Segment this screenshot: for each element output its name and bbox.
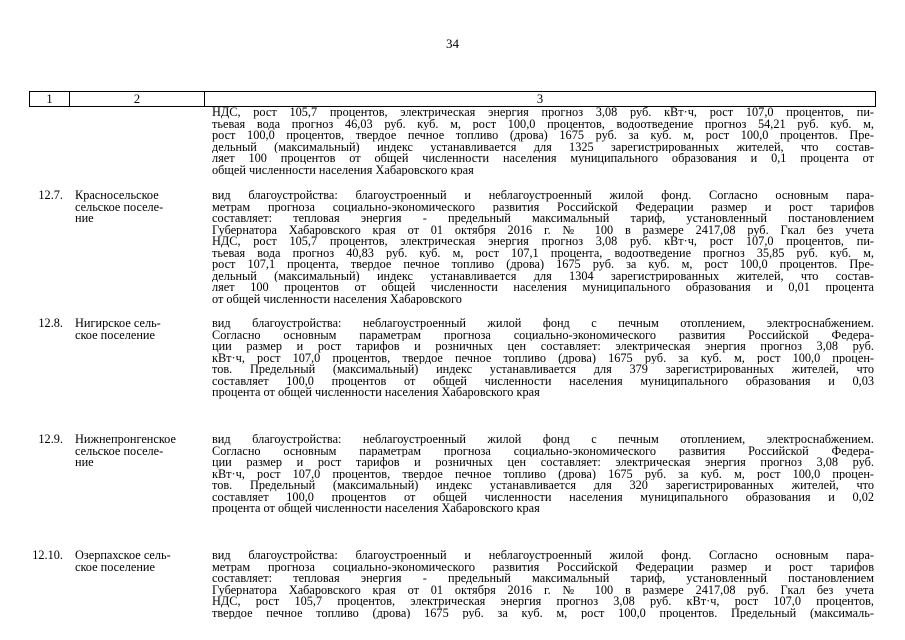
header-col-1: 1: [30, 92, 70, 106]
settlement-name: [69, 190, 204, 318]
text-line: Губернатора Хабаровского края от 01 октября 2016 г. № 100 в размере 2417,08 руб. Гкал без учета: [212, 584, 874, 596]
name-line: Нижнепронгенское: [75, 434, 176, 446]
text-line: дельный (максимальный) индекс устанавливается для 1325 зарегистрированных жителей, что состав-: [212, 141, 874, 153]
name-line: сельское поселе-: [75, 445, 164, 457]
table-header: [29, 91, 876, 107]
settlement-name: [69, 434, 204, 550]
text-line: общей численности населения Хабаровского края: [212, 164, 474, 176]
text-line: рост 107,1 процента, твердое печное топливо (дрова) 1675 руб. за куб. м, рост 100,0 процентов. Пре-: [212, 259, 874, 271]
text-line: кВт·ч, рост 107,0 процентов, твердое печное топливо (дрова) 1675 руб. за куб. м, рост 100,0 процен-: [212, 468, 874, 480]
text-line: составляет 100,0 процентов от общей численности населения муниципального образования и 0,02: [212, 491, 874, 503]
text-line: составляет: тепловая энергия - предельный максимальный тариф, установленный постановлением: [212, 213, 874, 225]
text-line: НДС, рост 105,7 процентов, электрическая энергия прогноз 3,08 руб. кВт·ч, рост 107,0 процентов, пи-: [212, 107, 874, 119]
row-text: [204, 190, 876, 318]
text-line: ляет 100 процентов от общей численности населения муниципального образования и 0,1 процента от: [212, 153, 874, 165]
settlement-name: [69, 550, 204, 640]
text-line: составляет: тепловая энергия - предельный максимальный тариф, установленный постановлением: [212, 573, 874, 585]
text-line: процента от общей численности населения Хабаровского края: [212, 387, 540, 399]
text-line: Согласно основным параметрам прогноза социально-экономического развития Российской Федера-: [212, 329, 874, 341]
text-line: тьевая вода прогноз 40,83 руб. куб. м, рост 107,1 процента, водоотведение прогноз 35,85 руб. куб. м,: [212, 247, 874, 259]
settlement-name: [69, 318, 204, 434]
header-col-2: 2: [70, 92, 205, 106]
row-text: [204, 434, 876, 550]
row-number: [29, 107, 69, 190]
table-row: [29, 550, 876, 640]
text-line: ции размер и рост тарифов и розничных цен составляет: электрическая энергия прогноз 3,08 руб.: [212, 457, 874, 469]
name-line: ское поселение: [75, 561, 155, 573]
settlement-name: [69, 107, 204, 190]
text-line: вид благоустройства: благоустроенный и неблагоустроенный жилой фонд. Согласно основным пара-: [212, 550, 874, 562]
text-line: НДС, рост 105,7 процентов, электрическая энергия прогноз 3,08 руб. кВт·ч, рост 107,0 процентов, пи-: [212, 236, 874, 248]
name-line: Красносельское: [75, 190, 159, 202]
text-line: тьевая вода прогноз 46,03 руб. куб. м, рост 100,0 процентов, водоотведение прогноз 54,21 руб. куб. м,: [212, 118, 874, 130]
name-line: ние: [75, 457, 94, 469]
text-line: НДС, рост 105,7 процентов, электрическая энергия прогноз 3,08 руб. кВт·ч, рост 107,0 процентов,: [212, 596, 874, 608]
row-number: 12.8.: [38, 316, 63, 330]
row-number: 12.10.: [32, 548, 63, 562]
table-row: [29, 190, 876, 318]
text-line: тов. Предельный (максимальный) индекс устанавливается для 320 зарегистрированных жителей, что: [212, 480, 874, 492]
text-line: кВт·ч, рост 107,0 процентов, твердое печное топливо (дрова) 1675 руб. за куб. м, рост 100,0 процен-: [212, 352, 874, 364]
row-text: [204, 318, 876, 434]
row-text: [204, 550, 876, 640]
text-line: метрам прогноза социально-экономического развития Российской Федерации размер и рост тарифов: [212, 201, 874, 213]
text-line: дельный (максимальный) индекс устанавливается для 1304 зарегистрированных жителей, что состав-: [212, 270, 874, 282]
page-number: 34: [446, 36, 459, 51]
text-line: метрам прогноза социально-экономического развития Российской Федерации размер и рост тарифов: [212, 561, 874, 573]
text-line: ции размер и рост тарифов и розничных цен составляет: электрическая энергия прогноз 3,08 руб.: [212, 341, 874, 353]
text-line: составляет 100,0 процентов от общей численности населения муниципального образования и 0,03: [212, 375, 874, 387]
table-row: [29, 434, 876, 550]
text-line: вид благоустройства: благоустроенный и неблагоустроенный жилой фонд. Согласно основным пара-: [212, 190, 874, 202]
name-line: ние: [75, 213, 94, 225]
text-line: вид благоустройства: неблагоустроенный жилой фонд с печным отоплением, электроснабжением.: [212, 434, 874, 446]
text-line: Губернатора Хабаровского края от 01 октября 2016 г. № 100 в размере 2417,08 руб. Гкал без учета: [212, 224, 874, 236]
text-line: твердое печное топливо (дрова) 1675 руб. за куб. м, рост 100,0 процентов. Предельный (максималь-: [212, 607, 874, 619]
header-col-3: 3: [536, 92, 544, 106]
table-row: [29, 107, 876, 190]
name-line: ское поселение: [75, 329, 155, 341]
text-line: рост 100,0 процентов, твердое печное топливо (дрова) 1675 руб. за куб. м, рост 100,0 процентов. Пре-: [212, 130, 874, 142]
text-line: от общей численности населения Хабаровского: [212, 293, 462, 305]
row-number: 12.9.: [38, 432, 63, 446]
text-line: процента от общей численности населения Хабаровского края: [212, 503, 540, 515]
table-body: [29, 107, 876, 640]
text-line: вид благоустройства: неблагоустроенный жилой фонд с печным отоплением, электроснабжением.: [212, 318, 874, 330]
text-line: Согласно основным параметрам прогноза социально-экономического развития Российской Федера-: [212, 445, 874, 457]
table-row: [29, 318, 876, 434]
name-line: Нигирское сель-: [75, 318, 161, 330]
row-number: 12.7.: [38, 188, 63, 202]
name-line: сельское поселе-: [75, 201, 164, 213]
name-line: Озерпахское сель-: [75, 550, 171, 562]
text-line: ляет 100 процентов от общей численности населения муниципального образования и 0,01 процента: [212, 282, 874, 294]
text-line: тов. Предельный (максимальный) индекс устанавливается для 379 зарегистрированных жителей, что: [212, 364, 874, 376]
row-text: [204, 107, 876, 190]
